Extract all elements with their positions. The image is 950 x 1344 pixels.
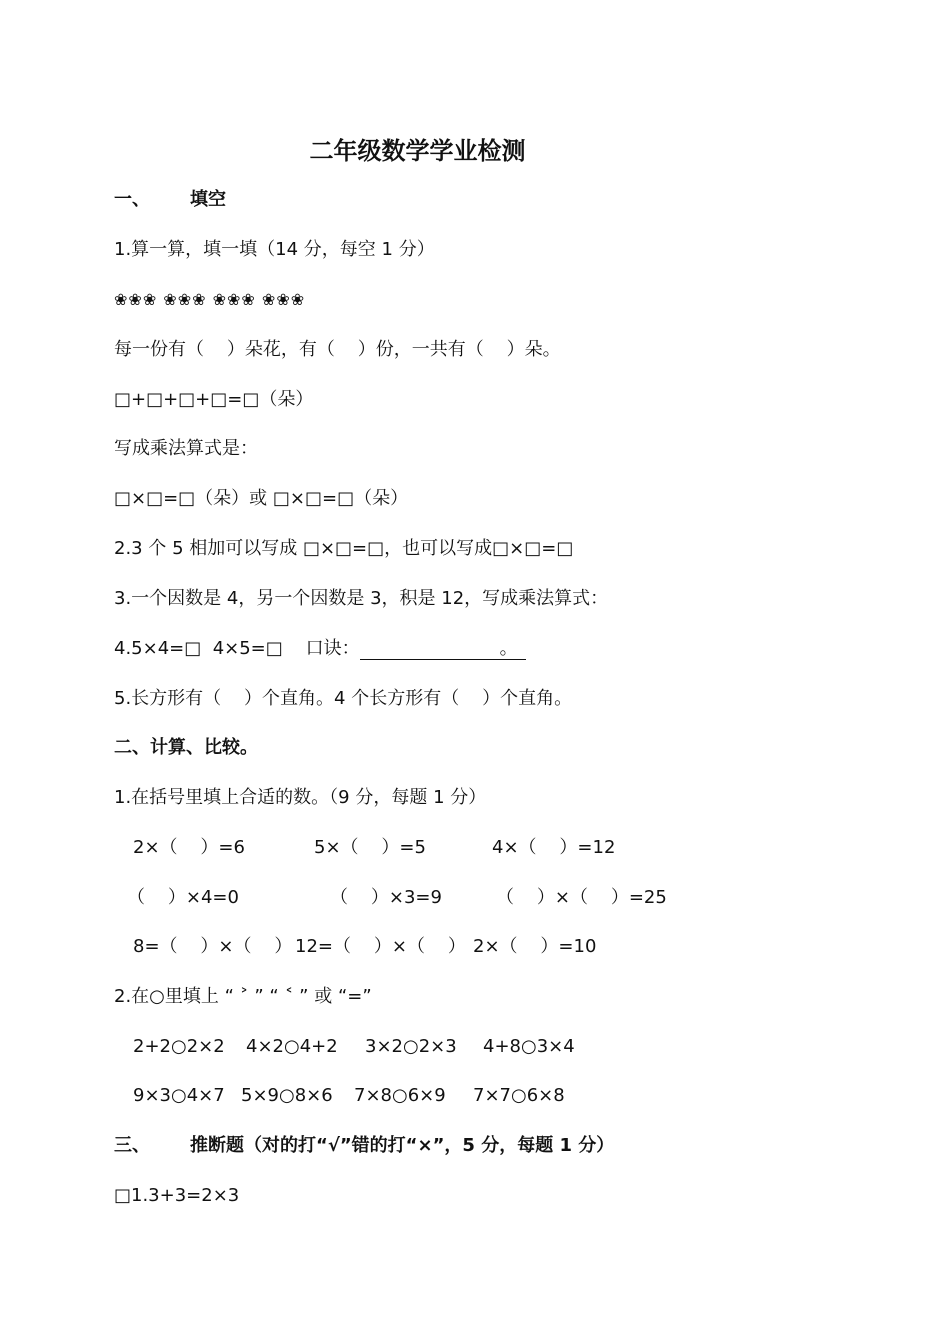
section-2-question-1: 1.在括号里填上合适的数。（9 分，每题 1 分） — [114, 787, 487, 808]
fill-item: 8=（ ）×（ ） — [133, 936, 293, 957]
section-number: 三、 — [114, 1135, 150, 1156]
answer-blank[interactable]: 。 — [360, 639, 526, 660]
section-heading-judge — [114, 1134, 614, 1158]
section-heading-fill-blanks — [114, 188, 226, 212]
fill-item: 4×（ ）=12 — [492, 837, 616, 858]
fill-item: 2×（ ）=6 — [133, 837, 245, 858]
compare-item: 3×2○2×3 — [365, 1036, 457, 1057]
compare-item: 7×7○6×8 — [473, 1085, 565, 1106]
question-1-heading: 1.算一算，填一填（14 分，每空 1 分） — [114, 239, 435, 260]
flower-groups-icon: ❀❀❀ ❀❀❀ ❀❀❀ ❀❀❀ — [114, 290, 306, 309]
fill-item: 5×（ ）=5 — [314, 837, 426, 858]
section-2-question-2: 2.在○里填上 “ ˃ ” “ ˂ ” 或 “=” — [114, 986, 372, 1007]
question-4 — [114, 637, 526, 661]
compare-item: 9×3○4×7 — [133, 1085, 225, 1106]
compare-item: 7×8○6×9 — [354, 1085, 446, 1106]
fill-item: 2×（ ）=10 — [473, 936, 597, 957]
question-1-line-1: 每一份有（ ）朵花，有（ ）份，一共有（ ）朵。 — [114, 339, 561, 360]
question-3: 3.一个因数是 4，另一个因数是 3，积是 12，写成乘法算式： — [114, 588, 609, 609]
compare-item: 4×2○4+2 — [246, 1036, 338, 1057]
section-label: 填空 — [190, 189, 226, 210]
question-1-line-3: 写成乘法算式是： — [114, 438, 258, 459]
question-5: 5.长方形有（ ）个直角。4 个长方形有（ ）个直角。 — [114, 688, 573, 709]
page-title: 二年级数学学业检测 — [309, 137, 526, 165]
question-4-text: 4.5×4=□ 4×5=□ 口诀： — [114, 638, 360, 659]
question-1-line-4: □×□=□（朵）或 □×□=□（朵） — [114, 488, 409, 509]
fill-item: （ ）×（ ）=25 — [496, 887, 667, 908]
section-3-question-1: □1.3+3=2×3 — [114, 1185, 240, 1206]
question-1-line-2: □+□+□+□=□（朵） — [114, 389, 314, 410]
question-2: 2.3 个 5 相加可以写成 □×□=□，也可以写成□×□=□ — [114, 538, 574, 559]
section-heading-calculate: 二、计算、比较。 — [114, 737, 258, 758]
section-number: 一、 — [114, 189, 150, 210]
compare-item: 4+8○3×4 — [483, 1036, 575, 1057]
compare-item: 2+2○2×2 — [133, 1036, 225, 1057]
compare-item: 5×9○8×6 — [241, 1085, 333, 1106]
section-label: 推断题（对的打“√”错的打“×”，5 分，每题 1 分） — [190, 1135, 615, 1156]
fill-item: （ ）×3=9 — [330, 887, 442, 908]
fill-item: 12=（ ）×（ ） — [295, 936, 466, 957]
fill-item: （ ）×4=0 — [127, 887, 239, 908]
